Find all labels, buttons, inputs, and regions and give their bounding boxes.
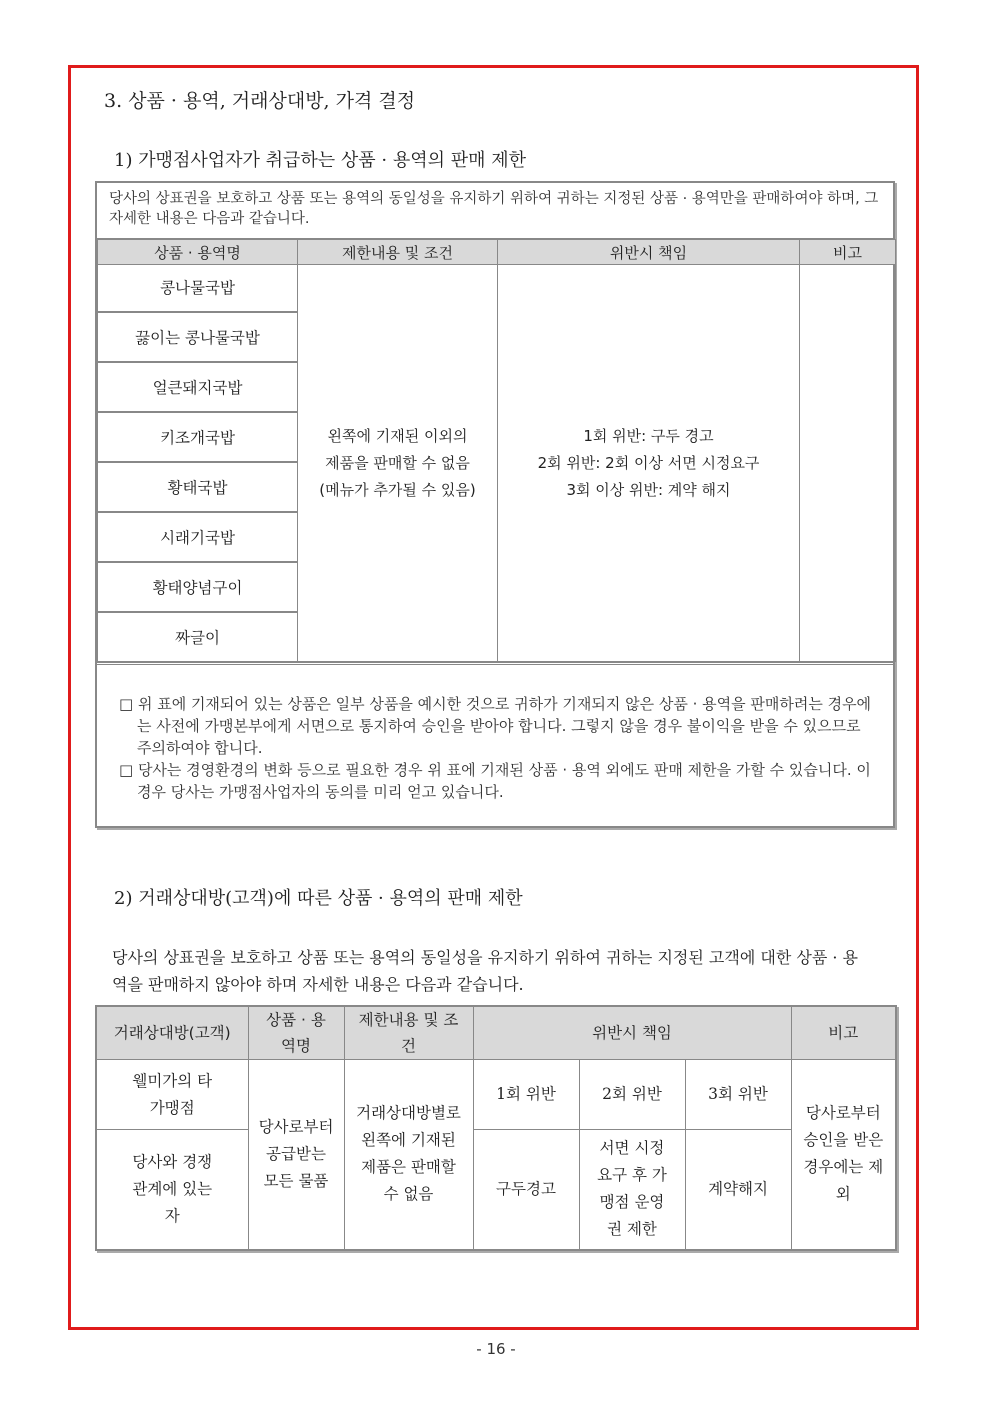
subsection-intro: 당사의 상표권을 보호하고 상품 또는 용역의 동일성을 유지하기 위하여 귀하는 지정된 고객에 대한 상품 · 용역을 판매하지 않아야 하며 자세한 내용은 다음과 같습니다. <box>112 948 858 994</box>
note: □ 위 표에 기재되어 있는 상품은 일부 상품을 예시한 것으로 귀하가 기재되지 않은 상품 · 용역을 판매하려는 경우에는 사전에 가맹본부에게 서면으로 통지하여 승인을 받아야 합니다. 그렇지 않을 경우 불이익을 받을 수 있으므로 주의하여야 합니다. <box>119 695 872 757</box>
penalty-1: 구두경고 <box>473 1130 579 1250</box>
product-item: 키조개국밥 <box>98 415 297 463</box>
liability-cell <box>498 265 800 662</box>
penalty-3: 계약해지 <box>685 1130 791 1250</box>
header-liability: 위반시 책임 <box>498 240 800 265</box>
note: □ 당사는 경영환경의 변화 등으로 필요한 경우 위 표에 기재된 상품 · 용역 외에도 판매 제한을 가할 수 있습니다. 이 경우 당사는 가맹점사업자의 동의를 미리 얻고 있습니다. <box>119 761 871 801</box>
product-item: 시래기국밥 <box>98 515 297 563</box>
product-item: 황태국밥 <box>98 465 297 513</box>
product-item: 황태양념구이 <box>98 565 297 613</box>
liability-line: 3회 이상 위반: 계약 해지 <box>566 480 731 499</box>
condition-line: 왼쪽에 기재된 이외의 <box>327 426 468 445</box>
header-condition: 제한내용 및 조건 <box>298 240 498 265</box>
counterparty-1: 웰미가의 타 가맹점 <box>96 1060 248 1130</box>
table-intro: 당사의 상표권을 보호하고 상품 또는 용역의 동일성을 유지하기 위하여 귀하는 지정된 상품 · 용역만을 판매하여야 하며, 그 자세한 내용은 다음과 같습니다. <box>97 183 893 239</box>
condition-line: (메뉴가 추가될 수 있음) <box>319 480 476 499</box>
header-product: 상품 · 용역명 <box>98 240 298 265</box>
counterparty-restriction-table <box>95 1005 897 1251</box>
header-counterparty: 거래상대방(고객) <box>96 1006 248 1060</box>
product-item: 짜글이 <box>175 629 220 647</box>
penalty-2: 서면 시정 요구 후 가맹점 운영권 제한 <box>579 1130 685 1250</box>
counterparty-2: 당사와 경쟁관계에 있는 자 <box>96 1130 248 1250</box>
violation-3: 3회 위반 <box>685 1060 791 1130</box>
product-item: 끓이는 콩나물국밥 <box>98 315 297 363</box>
product-list <box>98 265 298 662</box>
product-item: 콩나물국밥 <box>98 265 297 313</box>
liability-line: 2회 위반: 2회 이상 서면 시정요구 <box>537 453 760 472</box>
section-title: 3. 상품 · 용역, 거래상대방, 가격 결정 <box>104 90 416 112</box>
notes-box <box>97 662 893 826</box>
header-remarks: 비고 <box>800 240 896 265</box>
violation-1: 1회 위반 <box>473 1060 579 1130</box>
condition-cell <box>298 265 498 662</box>
header-remarks: 비고 <box>791 1006 896 1060</box>
product-restriction-table <box>95 181 895 828</box>
header-liability: 위반시 책임 <box>473 1006 791 1060</box>
product-cell: 당사로부터 공급받는 모든 물품 <box>248 1060 344 1250</box>
subsection-title-2: 2) 거래상대방(고객)에 따른 상품 · 용역의 판매 제한 <box>114 888 523 909</box>
product-item: 얼큰돼지국밥 <box>98 365 297 413</box>
header-product: 상품 · 용역명 <box>248 1006 344 1060</box>
page-number: - 16 - <box>476 1340 516 1358</box>
remarks-cell: 당사로부터 승인을 받은 경우에는 제외 <box>791 1060 896 1250</box>
violation-2: 2회 위반 <box>579 1060 685 1130</box>
liability-line: 1회 위반: 구두 경고 <box>583 426 714 445</box>
remarks-cell <box>800 265 896 662</box>
header-condition: 제한내용 및 조건 <box>344 1006 473 1060</box>
subsection-title-1: 1) 가맹점사업자가 취급하는 상품 · 용역의 판매 제한 <box>114 150 527 171</box>
condition-line: 제품을 판매할 수 없음 <box>325 453 470 472</box>
condition-cell: 거래상대방별로 왼쪽에 기재된 제품은 판매할 수 없음 <box>344 1060 473 1250</box>
